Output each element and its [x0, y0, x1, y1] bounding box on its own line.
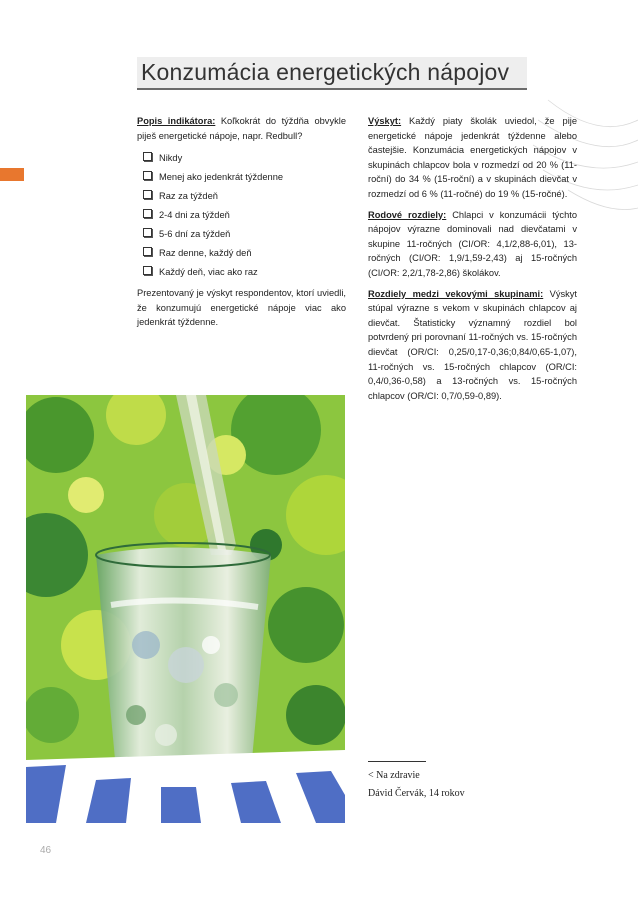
option-label: Raz za týždeň — [159, 191, 218, 202]
painting-glass-of-water — [26, 395, 345, 823]
title-band — [137, 57, 527, 90]
checkbox-icon — [143, 152, 152, 161]
gender-label: Rodové rozdiely: — [368, 209, 447, 220]
answer-options — [137, 149, 346, 282]
option-item — [143, 168, 346, 187]
option-item — [143, 244, 346, 263]
gender-text: Chlapci v konzumácii týchto nápojov výrazne dominovali nad dievčatami v skupine 11-ročných (CI/OR: 4,1/2,88-6,01), 13-ročných (CI/OR: 1,9/1,59-2,43) aj 15-ročných (CI/OR: 2,2/1,78-2,86) školákov. — [368, 209, 577, 278]
option-label: Nikdy — [159, 153, 183, 164]
page-number: 46 — [40, 845, 52, 856]
option-item — [143, 225, 346, 244]
option-item — [143, 206, 346, 225]
caption-title: < Na zdravie — [368, 770, 420, 781]
orange-accent-tab — [0, 168, 24, 181]
checkbox-icon — [143, 247, 152, 256]
artwork-caption — [368, 770, 465, 806]
option-label: 5-6 dní za týždeň — [159, 229, 231, 240]
indicator-paragraph — [137, 114, 346, 143]
option-item — [143, 149, 346, 168]
option-label: Raz denne, každý deň — [159, 248, 252, 259]
results-column — [368, 114, 577, 409]
prevalence-text: Každý piaty školák uviedol, že pije energetické nápoje jedenkrát týždenne alebo častejšie. Konzumácia energetických nápojov v skupinách chlapcov bola v rozmedzí od 20 % (11-roční) do 34 % (15-roční) a v skupinách dievčat v rozmedzí od 6 % (11-ročné) do 19 % (15-ročné). — [368, 116, 577, 199]
age-text: Výskyt stúpal výrazne s vekom v skupinách chlapcov aj dievčat. Štatisticky významný rozdiel bol potvrdený pri porovnaní 11-ročných vs. 15-ročných dievčat (OR/CI: 0,25/0,17-0,36;0,84/0,65-1,07), 11-ročných vs. 15-ročných chlapcov (OR/CI: 0,4/0,36-0,58) a 13-ročných vs. 15-ročných chlapcov (OR/CI: 0,7/0,59-0,89). — [368, 288, 577, 401]
page-title: Konzumácia energetických nápojov — [141, 59, 510, 85]
indicator-question: Koľkokrát do týždňa obvykle piješ energetické nápoje, napr. Redbull? — [137, 116, 346, 141]
checkbox-icon — [143, 209, 152, 218]
option-item — [143, 263, 346, 282]
prevalence-paragraph — [368, 114, 577, 202]
gender-paragraph — [368, 208, 577, 281]
checkbox-icon — [143, 190, 152, 199]
checkbox-icon — [143, 266, 152, 275]
caption-divider — [368, 761, 426, 762]
option-item — [143, 187, 346, 206]
checkbox-icon — [143, 228, 152, 237]
summary-paragraph: Prezentovaný je výskyt respondentov, ktorí uviedli, že konzumujú energetické nápoje viac ako jedenkrát týždenne. — [137, 288, 346, 328]
indicator-column — [137, 114, 346, 336]
option-label: Menej ako jedenkrát týždenne — [159, 172, 284, 183]
age-label: Rozdiely medzi vekovými skupinami: — [368, 288, 544, 299]
caption-author: Dávid Červák, 14 rokov — [368, 788, 465, 799]
age-paragraph — [368, 287, 577, 404]
checkbox-icon — [143, 171, 152, 180]
option-label: 2-4 dni za týždeň — [159, 210, 230, 221]
prevalence-label: Výskyt: — [368, 116, 402, 126]
indicator-label: Popis indikátora: — [137, 116, 216, 126]
option-label: Každý deň, viac ako raz — [159, 267, 258, 278]
